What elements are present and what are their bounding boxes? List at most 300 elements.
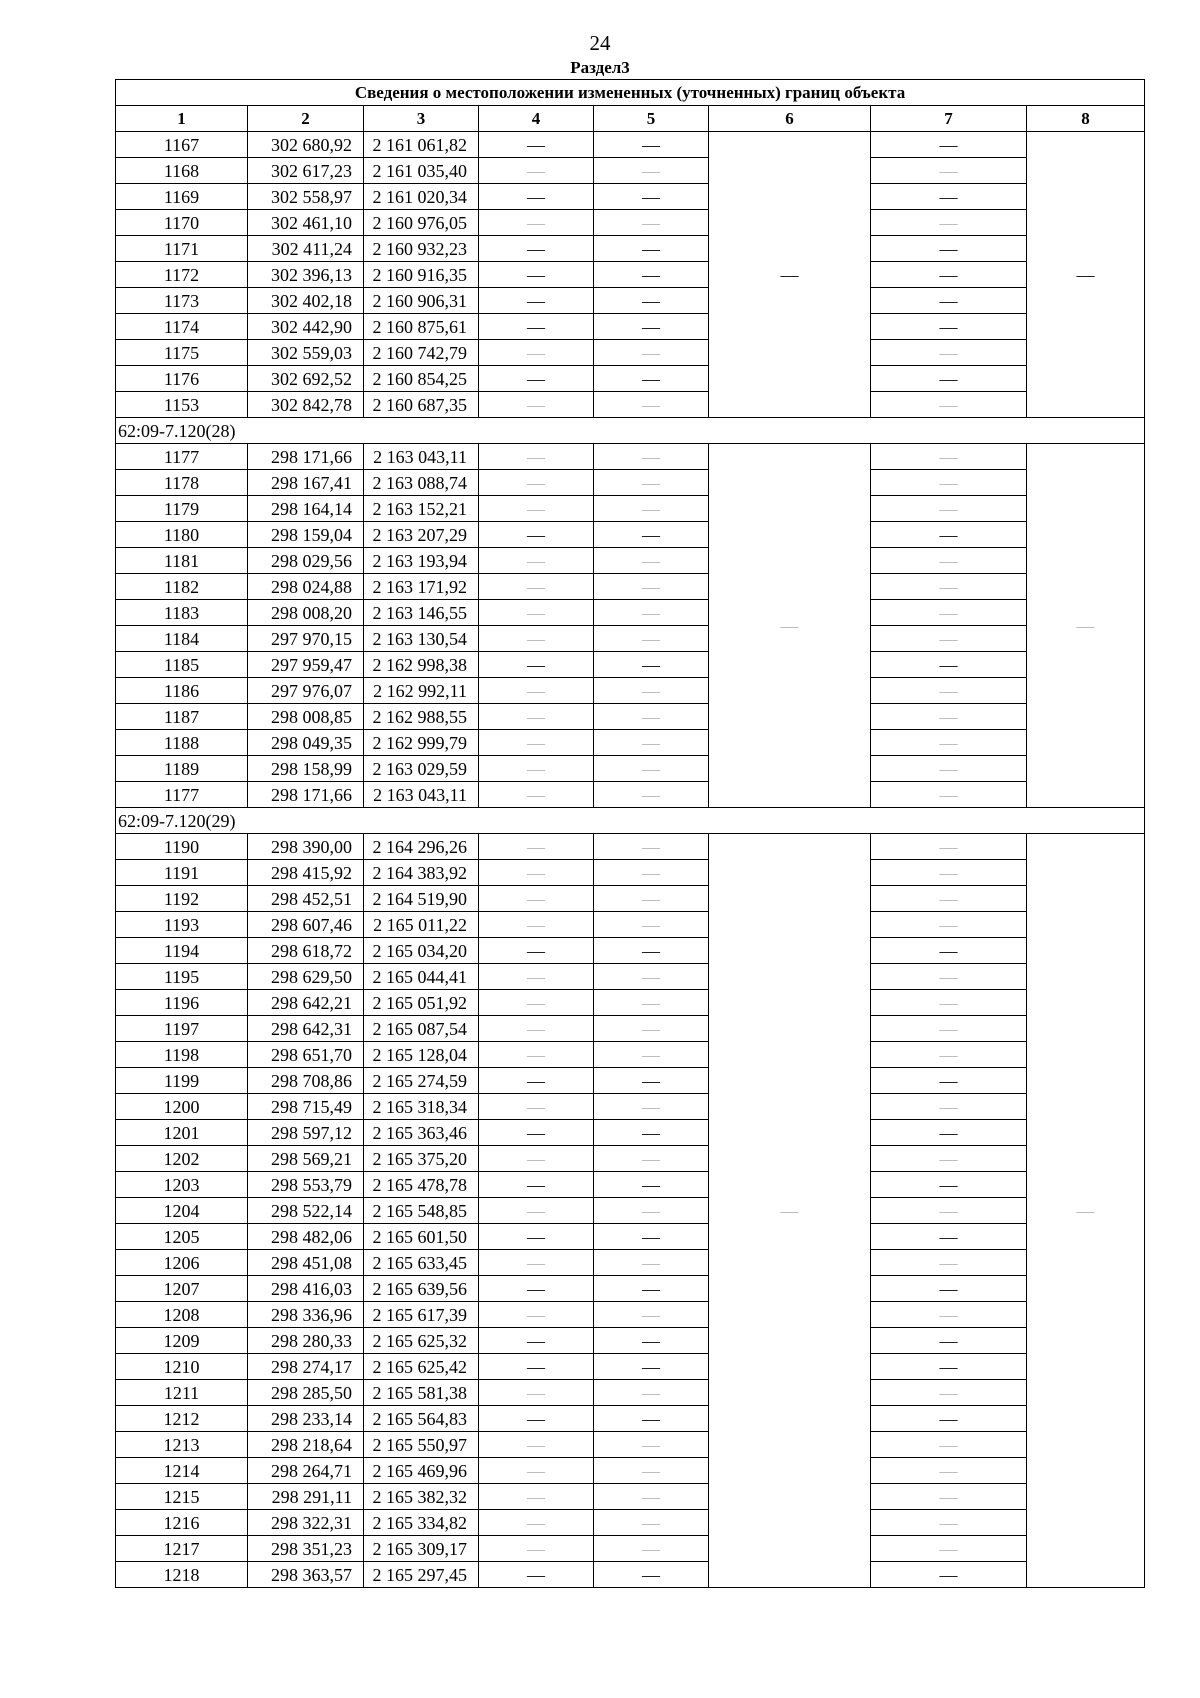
column-5-cell: — [594, 1042, 709, 1068]
column-5-cell: — [594, 782, 709, 808]
y-coordinate-cell: 2 165 297,45 [364, 1562, 479, 1588]
table-row [116, 938, 1145, 964]
column-5-cell: — [594, 652, 709, 678]
coordinates-table [115, 79, 1145, 1588]
y-coordinate-cell: 2 162 992,11 [364, 678, 479, 704]
table-row [116, 1536, 1145, 1562]
column-5-cell: — [594, 548, 709, 574]
column-7-cell: — [871, 236, 1027, 262]
table-row [116, 834, 1145, 860]
y-coordinate-cell: 2 165 044,41 [364, 964, 479, 990]
column-7-cell: — [871, 210, 1027, 236]
table-row [116, 600, 1145, 626]
column-7-cell: — [871, 158, 1027, 184]
x-coordinate-cell: 298 336,96 [248, 1302, 364, 1328]
column-5-cell: — [594, 1354, 709, 1380]
y-coordinate-cell: 2 160 916,35 [364, 262, 479, 288]
point-number-cell: 1189 [116, 756, 248, 782]
y-coordinate-cell: 2 163 088,74 [364, 470, 479, 496]
x-coordinate-cell: 298 008,85 [248, 704, 364, 730]
point-number-cell: 1167 [116, 132, 248, 158]
column-header: 5 [594, 106, 709, 132]
x-coordinate-cell: 298 416,03 [248, 1276, 364, 1302]
x-coordinate-cell: 298 164,14 [248, 496, 364, 522]
column-6-merged-cell: — [709, 444, 871, 808]
column-5-cell: — [594, 1016, 709, 1042]
column-4-cell: — [479, 236, 594, 262]
y-coordinate-cell: 2 165 363,46 [364, 1120, 479, 1146]
column-header: 2 [248, 106, 364, 132]
point-number-cell: 1192 [116, 886, 248, 912]
column-4-cell: — [479, 886, 594, 912]
column-5-cell: — [594, 1432, 709, 1458]
x-coordinate-cell: 298 171,66 [248, 444, 364, 470]
x-coordinate-cell: 298 715,49 [248, 1094, 364, 1120]
y-coordinate-cell: 2 163 207,29 [364, 522, 479, 548]
column-4-cell: — [479, 548, 594, 574]
header-row [116, 106, 1145, 132]
x-coordinate-cell: 298 607,46 [248, 912, 364, 938]
x-coordinate-cell: 298 264,71 [248, 1458, 364, 1484]
column-7-cell: — [871, 704, 1027, 730]
column-4-cell: — [479, 990, 594, 1016]
column-7-cell: — [871, 1302, 1027, 1328]
y-coordinate-cell: 2 160 906,31 [364, 288, 479, 314]
table-row [116, 1198, 1145, 1224]
column-4-cell: — [479, 496, 594, 522]
y-coordinate-cell: 2 164 383,92 [364, 860, 479, 886]
y-coordinate-cell: 2 161 035,40 [364, 158, 479, 184]
column-4-cell: — [479, 1146, 594, 1172]
y-coordinate-cell: 2 163 130,54 [364, 626, 479, 652]
page-number: 24 [589, 31, 611, 55]
column-header: 1 [116, 106, 248, 132]
table-row [116, 184, 1145, 210]
column-5-cell: — [594, 1250, 709, 1276]
table-row [116, 1406, 1145, 1432]
table-body [116, 132, 1145, 1588]
column-7-cell: — [871, 1484, 1027, 1510]
column-4-cell: — [479, 1562, 594, 1588]
column-5-cell: — [594, 210, 709, 236]
column-7-cell: — [871, 1406, 1027, 1432]
column-8-merged-cell: — [1027, 834, 1145, 1588]
point-number-cell: 1195 [116, 964, 248, 990]
column-5-cell: — [594, 1172, 709, 1198]
column-7-cell: — [871, 1016, 1027, 1042]
x-coordinate-cell: 298 280,33 [248, 1328, 364, 1354]
point-number-cell: 1170 [116, 210, 248, 236]
column-4-cell: — [479, 652, 594, 678]
column-7-cell: — [871, 262, 1027, 288]
column-5-cell: — [594, 730, 709, 756]
point-number-cell: 1191 [116, 860, 248, 886]
column-5-cell: — [594, 496, 709, 522]
x-coordinate-cell: 298 618,72 [248, 938, 364, 964]
table-row [116, 912, 1145, 938]
column-4-cell: — [479, 1042, 594, 1068]
column-7-cell: — [871, 1562, 1027, 1588]
x-coordinate-cell: 302 692,52 [248, 366, 364, 392]
table-row [116, 1068, 1145, 1094]
y-coordinate-cell: 2 165 034,20 [364, 938, 479, 964]
column-7-cell: — [871, 184, 1027, 210]
column-5-cell: — [594, 1484, 709, 1510]
column-4-cell: — [479, 1302, 594, 1328]
point-number-cell: 1197 [116, 1016, 248, 1042]
x-coordinate-cell: 298 024,88 [248, 574, 364, 600]
y-coordinate-cell: 2 162 988,55 [364, 704, 479, 730]
x-coordinate-cell: 298 363,57 [248, 1562, 364, 1588]
y-coordinate-cell: 2 165 548,85 [364, 1198, 479, 1224]
x-coordinate-cell: 297 970,15 [248, 626, 364, 652]
y-coordinate-cell: 2 163 043,11 [364, 782, 479, 808]
column-5-cell: — [594, 1224, 709, 1250]
column-4-cell: — [479, 1094, 594, 1120]
column-7-cell: — [871, 496, 1027, 522]
x-coordinate-cell: 297 959,47 [248, 652, 364, 678]
column-4-cell: — [479, 184, 594, 210]
column-5-cell: — [594, 600, 709, 626]
point-number-cell: 1215 [116, 1484, 248, 1510]
column-4-cell: — [479, 262, 594, 288]
column-4-cell: — [479, 756, 594, 782]
point-number-cell: 1205 [116, 1224, 248, 1250]
column-7-cell: — [871, 652, 1027, 678]
column-4-cell: — [479, 132, 594, 158]
x-coordinate-cell: 298 274,17 [248, 1354, 364, 1380]
column-5-cell: — [594, 1146, 709, 1172]
point-number-cell: 1188 [116, 730, 248, 756]
column-4-cell: — [479, 1380, 594, 1406]
column-5-cell: — [594, 262, 709, 288]
column-4-cell: — [479, 470, 594, 496]
column-7-cell: — [871, 444, 1027, 470]
column-5-cell: — [594, 1302, 709, 1328]
column-5-cell: — [594, 626, 709, 652]
y-coordinate-cell: 2 160 875,61 [364, 314, 479, 340]
x-coordinate-cell: 302 461,10 [248, 210, 364, 236]
y-coordinate-cell: 2 163 152,21 [364, 496, 479, 522]
column-4-cell: — [479, 1016, 594, 1042]
table-row [116, 782, 1145, 808]
column-5-cell: — [594, 1068, 709, 1094]
column-header: 3 [364, 106, 479, 132]
table-row [116, 1458, 1145, 1484]
column-7-cell: — [871, 1120, 1027, 1146]
column-7-cell: — [871, 1068, 1027, 1094]
x-coordinate-cell: 298 482,06 [248, 1224, 364, 1250]
table-row [116, 1224, 1145, 1250]
y-coordinate-cell: 2 165 639,56 [364, 1276, 479, 1302]
column-header: 4 [479, 106, 594, 132]
x-coordinate-cell: 298 651,70 [248, 1042, 364, 1068]
column-5-cell: — [594, 834, 709, 860]
group-label: 62:09-7.120(29) [116, 808, 1145, 834]
x-coordinate-cell: 298 390,00 [248, 834, 364, 860]
column-4-cell: — [479, 600, 594, 626]
column-7-cell: — [871, 1146, 1027, 1172]
column-4-cell: — [479, 444, 594, 470]
y-coordinate-cell: 2 163 029,59 [364, 756, 479, 782]
x-coordinate-cell: 298 597,12 [248, 1120, 364, 1146]
column-5-cell: — [594, 158, 709, 184]
y-coordinate-cell: 2 160 976,05 [364, 210, 479, 236]
table-row [116, 756, 1145, 782]
y-coordinate-cell: 2 162 999,79 [364, 730, 479, 756]
table-title: Сведения о местоположении измененных (уточненных) границ объекта [116, 80, 1145, 106]
y-coordinate-cell: 2 165 274,59 [364, 1068, 479, 1094]
table-row [116, 1328, 1145, 1354]
column-7-cell: — [871, 132, 1027, 158]
point-number-cell: 1175 [116, 340, 248, 366]
column-5-cell: — [594, 392, 709, 418]
y-coordinate-cell: 2 163 043,11 [364, 444, 479, 470]
point-number-cell: 1206 [116, 1250, 248, 1276]
column-4-cell: — [479, 1536, 594, 1562]
column-7-cell: — [871, 938, 1027, 964]
x-coordinate-cell: 302 842,78 [248, 392, 364, 418]
column-5-cell: — [594, 756, 709, 782]
point-number-cell: 1213 [116, 1432, 248, 1458]
column-4-cell: — [479, 730, 594, 756]
x-coordinate-cell: 302 442,90 [248, 314, 364, 340]
y-coordinate-cell: 2 162 998,38 [364, 652, 479, 678]
y-coordinate-cell: 2 165 011,22 [364, 912, 479, 938]
y-coordinate-cell: 2 165 601,50 [364, 1224, 479, 1250]
column-5-cell: — [594, 574, 709, 600]
x-coordinate-cell: 298 642,21 [248, 990, 364, 1016]
table-row [116, 288, 1145, 314]
table-row [116, 262, 1145, 288]
table-row [116, 1380, 1145, 1406]
y-coordinate-cell: 2 165 550,97 [364, 1432, 479, 1458]
column-7-cell: — [871, 1250, 1027, 1276]
point-number-cell: 1177 [116, 444, 248, 470]
column-4-cell: — [479, 1354, 594, 1380]
y-coordinate-cell: 2 165 625,32 [364, 1328, 479, 1354]
point-number-cell: 1212 [116, 1406, 248, 1432]
table-row [116, 730, 1145, 756]
point-number-cell: 1181 [116, 548, 248, 574]
column-4-cell: — [479, 1276, 594, 1302]
column-4-cell: — [479, 678, 594, 704]
column-4-cell: — [479, 704, 594, 730]
point-number-cell: 1211 [116, 1380, 248, 1406]
column-4-cell: — [479, 626, 594, 652]
x-coordinate-cell: 298 049,35 [248, 730, 364, 756]
column-4-cell: — [479, 1484, 594, 1510]
table-row [116, 626, 1145, 652]
x-coordinate-cell: 302 396,13 [248, 262, 364, 288]
point-number-cell: 1193 [116, 912, 248, 938]
x-coordinate-cell: 298 218,64 [248, 1432, 364, 1458]
column-5-cell: — [594, 964, 709, 990]
column-5-cell: — [594, 678, 709, 704]
point-number-cell: 1177 [116, 782, 248, 808]
point-number-cell: 1203 [116, 1172, 248, 1198]
table-row [116, 392, 1145, 418]
column-5-cell: — [594, 236, 709, 262]
point-number-cell: 1214 [116, 1458, 248, 1484]
column-7-cell: — [871, 574, 1027, 600]
y-coordinate-cell: 2 165 617,39 [364, 1302, 479, 1328]
column-4-cell: — [479, 834, 594, 860]
x-coordinate-cell: 298 415,92 [248, 860, 364, 886]
column-7-cell: — [871, 314, 1027, 340]
table-row [116, 1484, 1145, 1510]
x-coordinate-cell: 298 569,21 [248, 1146, 364, 1172]
table-row [116, 158, 1145, 184]
column-4-cell: — [479, 860, 594, 886]
column-7-cell: — [871, 1276, 1027, 1302]
column-7-cell: — [871, 600, 1027, 626]
table-row [116, 886, 1145, 912]
column-5-cell: — [594, 1536, 709, 1562]
x-coordinate-cell: 302 402,18 [248, 288, 364, 314]
column-4-cell: — [479, 938, 594, 964]
column-5-cell: — [594, 912, 709, 938]
column-4-cell: — [479, 1224, 594, 1250]
column-7-cell: — [871, 366, 1027, 392]
column-5-cell: — [594, 1562, 709, 1588]
y-coordinate-cell: 2 165 334,82 [364, 1510, 479, 1536]
x-coordinate-cell: 302 558,97 [248, 184, 364, 210]
column-5-cell: — [594, 1198, 709, 1224]
table-row [116, 548, 1145, 574]
table-row [116, 210, 1145, 236]
column-8-merged-cell: — [1027, 132, 1145, 418]
point-number-cell: 1178 [116, 470, 248, 496]
y-coordinate-cell: 2 165 087,54 [364, 1016, 479, 1042]
column-4-cell: — [479, 158, 594, 184]
column-5-cell: — [594, 860, 709, 886]
group-row [116, 808, 1145, 834]
y-coordinate-cell: 2 160 742,79 [364, 340, 479, 366]
x-coordinate-cell: 298 629,50 [248, 964, 364, 990]
table-row [116, 1302, 1145, 1328]
point-number-cell: 1179 [116, 496, 248, 522]
column-7-cell: — [871, 522, 1027, 548]
x-coordinate-cell: 297 976,07 [248, 678, 364, 704]
point-number-cell: 1176 [116, 366, 248, 392]
point-number-cell: 1180 [116, 522, 248, 548]
column-5-cell: — [594, 470, 709, 496]
column-4-cell: — [479, 522, 594, 548]
column-5-cell: — [594, 288, 709, 314]
x-coordinate-cell: 298 233,14 [248, 1406, 364, 1432]
table-row [116, 1172, 1145, 1198]
table-row [116, 236, 1145, 262]
group-row [116, 418, 1145, 444]
table-row [116, 496, 1145, 522]
table-row [116, 1250, 1145, 1276]
column-4-cell: — [479, 340, 594, 366]
point-number-cell: 1209 [116, 1328, 248, 1354]
point-number-cell: 1174 [116, 314, 248, 340]
y-coordinate-cell: 2 163 193,94 [364, 548, 479, 574]
x-coordinate-cell: 298 642,31 [248, 1016, 364, 1042]
section-label: Раздел3 [570, 58, 630, 77]
y-coordinate-cell: 2 165 469,96 [364, 1458, 479, 1484]
point-number-cell: 1186 [116, 678, 248, 704]
column-7-cell: — [871, 1042, 1027, 1068]
table-row [116, 1510, 1145, 1536]
column-7-cell: — [871, 860, 1027, 886]
column-5-cell: — [594, 1120, 709, 1146]
column-4-cell: — [479, 1068, 594, 1094]
point-number-cell: 1169 [116, 184, 248, 210]
point-number-cell: 1187 [116, 704, 248, 730]
column-7-cell: — [871, 1510, 1027, 1536]
column-8-merged-cell: — [1027, 444, 1145, 808]
table-row [116, 1276, 1145, 1302]
column-4-cell: — [479, 210, 594, 236]
table-row [116, 444, 1145, 470]
column-7-cell: — [871, 392, 1027, 418]
column-7-cell: — [871, 288, 1027, 314]
x-coordinate-cell: 298 322,31 [248, 1510, 364, 1536]
point-number-cell: 1199 [116, 1068, 248, 1094]
column-7-cell: — [871, 1432, 1027, 1458]
column-7-cell: — [871, 470, 1027, 496]
table-row [116, 990, 1145, 1016]
table-row [116, 574, 1145, 600]
column-4-cell: — [479, 1510, 594, 1536]
column-5-cell: — [594, 1510, 709, 1536]
table-row [116, 652, 1145, 678]
column-7-cell: — [871, 626, 1027, 652]
table-row [116, 1094, 1145, 1120]
column-7-cell: — [871, 1328, 1027, 1354]
y-coordinate-cell: 2 165 051,92 [364, 990, 479, 1016]
column-5-cell: — [594, 340, 709, 366]
column-4-cell: — [479, 1458, 594, 1484]
y-coordinate-cell: 2 165 382,32 [364, 1484, 479, 1510]
y-coordinate-cell: 2 165 633,45 [364, 1250, 479, 1276]
column-4-cell: — [479, 366, 594, 392]
column-4-cell: — [479, 288, 594, 314]
point-number-cell: 1171 [116, 236, 248, 262]
column-5-cell: — [594, 1406, 709, 1432]
column-4-cell: — [479, 314, 594, 340]
column-4-cell: — [479, 1198, 594, 1224]
column-4-cell: — [479, 964, 594, 990]
column-5-cell: — [594, 886, 709, 912]
column-5-cell: — [594, 366, 709, 392]
column-4-cell: — [479, 1328, 594, 1354]
x-coordinate-cell: 298 708,86 [248, 1068, 364, 1094]
point-number-cell: 1196 [116, 990, 248, 1016]
x-coordinate-cell: 298 167,41 [248, 470, 364, 496]
table-row [116, 860, 1145, 886]
point-number-cell: 1207 [116, 1276, 248, 1302]
y-coordinate-cell: 2 165 625,42 [364, 1354, 479, 1380]
column-5-cell: — [594, 704, 709, 730]
column-5-cell: — [594, 314, 709, 340]
column-5-cell: — [594, 1094, 709, 1120]
column-header: 6 [709, 106, 871, 132]
x-coordinate-cell: 302 411,24 [248, 236, 364, 262]
point-number-cell: 1183 [116, 600, 248, 626]
y-coordinate-cell: 2 165 309,17 [364, 1536, 479, 1562]
column-5-cell: — [594, 1276, 709, 1302]
point-number-cell: 1201 [116, 1120, 248, 1146]
table-row [116, 964, 1145, 990]
table-row [116, 678, 1145, 704]
y-coordinate-cell: 2 165 564,83 [364, 1406, 479, 1432]
column-5-cell: — [594, 444, 709, 470]
